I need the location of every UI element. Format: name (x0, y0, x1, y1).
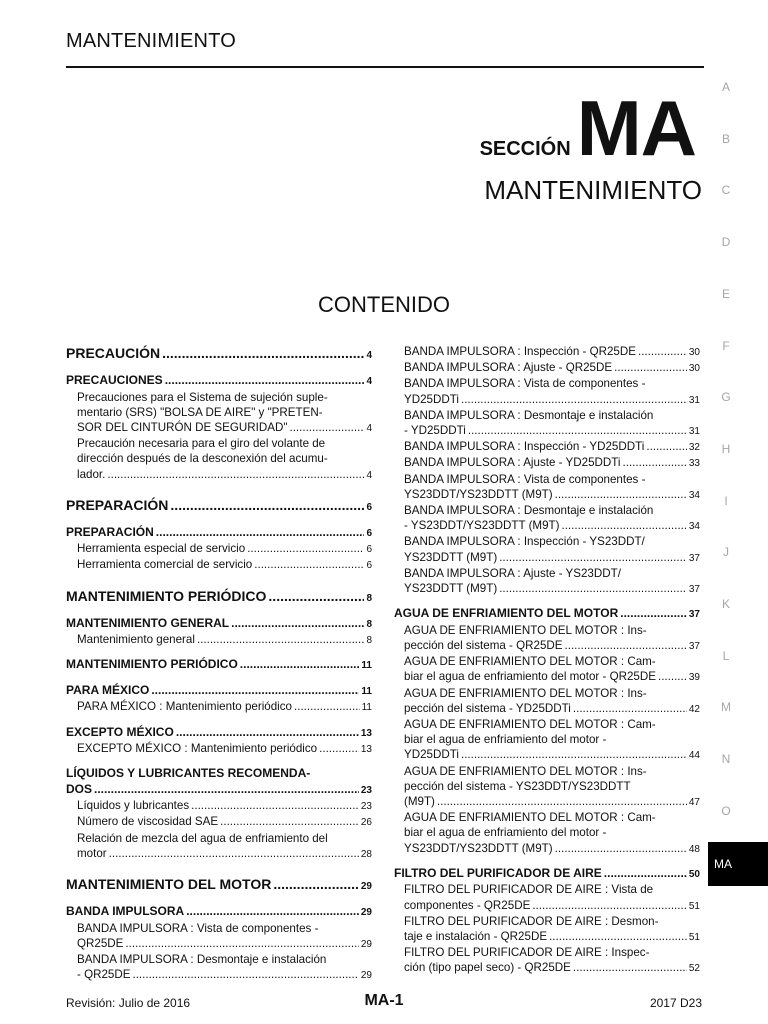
dot-leader (247, 541, 364, 556)
toc-entry-page: 34 (688, 489, 700, 501)
toc-entry-page: 8 (366, 592, 372, 604)
toc-entry-page: 33 (688, 458, 700, 470)
section-tab-m[interactable]: M (721, 700, 731, 715)
toc-entry[interactable] (66, 814, 372, 830)
dot-leader (125, 936, 358, 951)
toc-entry-text: DOS (66, 781, 93, 796)
toc-entry[interactable] (394, 914, 700, 945)
toc-entry[interactable] (394, 408, 700, 439)
section-tab-o[interactable]: O (721, 803, 731, 818)
toc-entry-page: 31 (688, 394, 700, 406)
toc-entry-text: Herramienta comercial de servicio (77, 558, 253, 572)
dot-leader (604, 866, 687, 882)
toc-entry-text: - YD25DDTi (404, 424, 466, 438)
dot-leader (151, 683, 359, 699)
section-tab-k[interactable]: K (721, 597, 730, 611)
toc-entry-page: 37 (688, 552, 700, 564)
dot-leader (289, 420, 364, 435)
toc-entry-text: YD25DDTi (404, 392, 459, 406)
toc-entry-text: YD25DDTi (404, 748, 459, 762)
dot-leader (162, 344, 364, 362)
toc-entry-text: PREPARACIÓN (66, 524, 154, 539)
toc-entry[interactable] (394, 344, 700, 360)
dot-leader (132, 967, 358, 982)
toc-entry[interactable] (66, 587, 372, 608)
dot-leader (109, 846, 359, 861)
toc-entry-text: SOR DEL CINTURÓN DE SEGURIDAD" (77, 420, 288, 434)
dot-leader (468, 423, 687, 438)
toc-entry-page: 6 (366, 501, 372, 513)
toc-entry-text: AGUA DE ENFRIAMIENTO DEL MOTOR : Cam- (404, 811, 656, 825)
toc-entry-text: BANDA IMPULSORA : Desmontaje e instalación (404, 504, 654, 518)
toc-entry-page: 28 (360, 848, 372, 860)
dot-leader (220, 814, 359, 829)
toc-entry[interactable] (66, 741, 372, 757)
toc-entry-text: BANDA IMPULSORA : Desmontaje e instalación (77, 952, 327, 966)
toc-entry[interactable] (394, 686, 700, 717)
toc-entry-text: ción (tipo papel seco) - QR25DE (404, 961, 571, 975)
toc-entry-text: motor (77, 846, 107, 860)
toc-entry[interactable] (66, 525, 372, 542)
toc-entry[interactable] (394, 764, 700, 811)
toc-entry[interactable] (394, 606, 700, 623)
toc-entry-text: BANDA IMPULSORA : Ajuste - YS23DDT/ (404, 566, 621, 580)
toc-entry-text: YS23DDT/YS23DDTT (M9T) (404, 841, 553, 855)
section-tab-c[interactable]: C (721, 183, 731, 198)
section-name: MANTENIMIENTO (484, 175, 702, 205)
toc-entry-text: BANDA IMPULSORA : Desmontaje e instalación (404, 408, 654, 422)
toc-entry[interactable] (394, 717, 700, 764)
footer-revision: Revisión: Julio de 2016 (66, 996, 191, 1010)
toc-entry-text: pección del sistema - YD25DDTi (404, 701, 571, 715)
toc-entry-text: EXCEPTO MÉXICO : Mantenimiento periódico (77, 742, 318, 756)
section-tab-f[interactable]: F (722, 338, 730, 353)
toc-entry[interactable] (394, 810, 700, 857)
toc-entry[interactable] (66, 436, 372, 483)
toc-entry-text: AGUA DE ENFRIAMIENTO DEL MOTOR (394, 606, 619, 621)
toc-entry-page: 4 (366, 350, 372, 361)
section-heading (480, 86, 696, 170)
toc-entry-text: BANDA IMPULSORA : Inspección - YD25DDTi (404, 440, 645, 454)
toc-entry-page: 34 (688, 521, 700, 533)
dot-leader (461, 747, 687, 762)
toc-entry[interactable] (66, 766, 372, 798)
toc-entry-page: 8 (366, 618, 372, 630)
dot-leader (176, 725, 359, 741)
section-tab-e[interactable]: E (721, 286, 730, 301)
footer-page-label: MA-1 (364, 992, 404, 1009)
dot-leader (319, 741, 359, 756)
toc-entry[interactable] (66, 921, 372, 952)
toc-entry-text: Precauciones para el Sistema de sujeción suple- (77, 390, 328, 404)
toc-entry[interactable] (66, 344, 372, 365)
toc-entry-text: biar el agua de enfriamiento del motor - (404, 733, 607, 747)
toc-entry[interactable] (394, 439, 700, 455)
toc-entry[interactable] (66, 904, 372, 921)
toc-entry-text: biar el agua de enfriamiento del motor - (404, 826, 607, 840)
toc-entry[interactable] (66, 541, 372, 557)
toc-entry-page: 6 (366, 527, 372, 539)
dot-leader (623, 455, 687, 470)
toc-entry-text: AGUA DE ENFRIAMIENTO DEL MOTOR : Ins- (404, 764, 647, 778)
dot-leader (231, 616, 364, 632)
toc-entry[interactable] (394, 472, 700, 503)
toc-entry-text: AGUA DE ENFRIAMIENTO DEL MOTOR : Ins- (404, 686, 647, 700)
toc-entry-text: BANDA IMPULSORA : Vista de componentes - (404, 472, 646, 486)
toc-entry-text: MANTENIMIENTO GENERAL (66, 615, 230, 630)
dot-leader (170, 496, 364, 514)
toc-entry-text: lador. (77, 467, 106, 481)
toc-entry-text: Mantenimiento general (77, 633, 195, 647)
toc-entry-text: - QR25DE (77, 968, 131, 982)
toc-entry-page: 11 (361, 685, 372, 697)
toc-entry-text: BANDA IMPULSORA : Vista de componentes - (404, 377, 646, 391)
toc-column-right (394, 344, 700, 977)
dot-leader (658, 669, 687, 684)
toc-entry-text: FILTRO DEL PURIFICADOR DE AIRE : Vista de (404, 883, 654, 897)
toc-entry-text: componentes - QR25DE (404, 898, 531, 912)
dot-leader (186, 904, 359, 920)
toc-entry[interactable] (66, 390, 372, 437)
toc-entry-page: 29 (360, 881, 372, 893)
toc-entry-text: FILTRO DEL PURIFICADOR DE AIRE : Desmon- (404, 914, 659, 928)
dot-leader (273, 875, 359, 893)
dot-leader (646, 439, 687, 454)
dot-leader (156, 525, 365, 541)
toc-entry-page: 29 (360, 970, 372, 982)
toc-entry-page: 23 (360, 801, 372, 813)
toc-entry-text: QR25DE (77, 936, 124, 950)
dot-leader (561, 518, 686, 533)
dot-leader (555, 487, 687, 502)
toc-entry[interactable] (66, 798, 372, 814)
toc-entry-text: MANTENIMIENTO PERIÓDICO (66, 587, 267, 604)
toc-entry-text: pección del sistema - QR25DE (404, 638, 563, 652)
section-tab-l[interactable]: L (722, 648, 730, 663)
section-tab-i[interactable]: I (724, 493, 728, 508)
toc-entry-page: 51 (688, 900, 700, 912)
toc-entry-page: 44 (688, 750, 700, 762)
dot-leader (165, 373, 365, 389)
toc-entry-text: Herramienta especial de servicio (77, 542, 246, 556)
toc-entry-text: BANDA IMPULSORA (66, 904, 185, 919)
dot-leader (254, 557, 364, 572)
toc-entry-text: MANTENIMIENTO PERIÓDICO (66, 657, 238, 672)
toc-entry-text: - YS23DDT/YS23DDTT (M9T) (404, 519, 560, 533)
toc-entry-text: AGUA DE ENFRIAMIENTO DEL MOTOR : Cam- (404, 717, 656, 731)
toc-entry-text: Precaución necesaria para el giro del volante de (77, 437, 326, 451)
toc-entry-text: YS23DDT/YS23DDTT (M9T) (404, 487, 553, 501)
dot-leader (461, 392, 687, 407)
toc-entry-text: EXCEPTO MÉXICO (66, 724, 174, 739)
dot-leader (499, 581, 687, 596)
toc-entry[interactable] (394, 455, 700, 471)
toc-entry-page: 31 (688, 426, 700, 438)
toc-entry[interactable] (394, 534, 700, 565)
toc-entry-text: (M9T) (404, 794, 435, 808)
toc-entry[interactable] (66, 875, 372, 896)
toc-entry-page: 47 (688, 796, 700, 808)
toc-entry-page: 23 (360, 784, 372, 796)
toc-entry[interactable] (394, 566, 700, 597)
header-divider (66, 66, 704, 68)
toc-column-left (66, 344, 372, 983)
toc-entry-page: 11 (361, 660, 372, 672)
toc-entry-page: 37 (688, 640, 700, 652)
toc-entry-page: 26 (360, 817, 372, 829)
toc-entry-page: 42 (688, 703, 700, 715)
toc-entry[interactable] (394, 503, 700, 534)
section-code: MA (576, 84, 696, 172)
toc-entry-page: 6 (366, 544, 372, 556)
toc-entry-text: FILTRO DEL PURIFICADOR DE AIRE (394, 865, 602, 880)
toc-entry-text: BANDA IMPULSORA : Ajuste - YD25DDTi (404, 456, 621, 470)
toc-entry-text: BANDA IMPULSORA : Inspección - QR25DE (404, 345, 636, 358)
section-tab-a[interactable]: A (721, 80, 730, 94)
dot-leader (573, 701, 687, 716)
toc-entry[interactable] (394, 882, 700, 913)
toc-entry-page: 6 (366, 560, 372, 572)
toc-entry-page: 51 (688, 931, 700, 943)
toc-entry-text: BANDA IMPULSORA : Ajuste - QR25DE (404, 361, 613, 375)
toc-entry-text: PRECAUCIONES (66, 373, 163, 387)
toc-entry-text: YS23DDTT (M9T) (404, 550, 498, 564)
toc-entry-page: 13 (360, 727, 372, 739)
toc-entry-page: 52 (688, 963, 700, 975)
toc-entry[interactable] (66, 373, 372, 390)
toc-entry-text: pección del sistema - YS23DDT/YS23DDTT (404, 779, 631, 793)
toc-entry-page: 30 (688, 363, 700, 375)
toc-entry[interactable] (66, 616, 372, 633)
dot-leader (94, 782, 359, 798)
section-tab-b[interactable]: B (721, 131, 730, 146)
section-tab-j[interactable]: J (723, 545, 729, 560)
toc-entry-page: 13 (360, 744, 372, 756)
toc-entry-page: 29 (360, 938, 372, 950)
toc-entry[interactable] (66, 496, 372, 517)
toc-entry-page: 11 (361, 702, 372, 714)
dot-leader (294, 699, 360, 714)
footer-model: 2017 D23 (649, 996, 702, 1010)
section-tab-d[interactable]: D (721, 235, 731, 250)
toc-entry-text: FILTRO DEL PURIFICADOR DE AIRE : Inspec- (404, 946, 650, 960)
toc-entry-page: 39 (688, 672, 700, 684)
toc-entry[interactable] (66, 725, 372, 742)
toc-title: CONTENIDO (318, 292, 450, 317)
toc-entry-text: LÍQUIDOS Y LUBRICANTES RECOMENDA- (66, 766, 311, 781)
dot-leader (555, 841, 687, 856)
header-title: MANTENIMIENTO (66, 30, 237, 52)
toc-entry-text: YS23DDTT (M9T) (404, 582, 498, 596)
toc-entry[interactable] (66, 831, 372, 862)
toc-entry-page: 29 (360, 907, 372, 919)
dot-leader (614, 360, 687, 375)
toc-entry-text: mentario (SRS) "BOLSA DE AIRE" y "PRETEN- (77, 405, 323, 419)
dot-leader (638, 344, 687, 359)
toc-entry[interactable] (66, 557, 372, 573)
section-tab-g[interactable]: G (721, 390, 731, 405)
section-tab-active[interactable]: MA (708, 842, 768, 886)
toc-entry[interactable] (66, 952, 372, 983)
toc-entry-page: 4 (366, 376, 372, 387)
toc-entry-text: taje e instalación - QR25DE (404, 929, 548, 943)
toc-entry[interactable] (394, 376, 700, 407)
toc-entry-text: Líquidos y lubricantes (77, 799, 190, 813)
section-tab-h[interactable]: H (721, 441, 731, 456)
dot-leader (573, 960, 687, 975)
toc-entry-page: 32 (688, 442, 700, 454)
toc-entry-text: AGUA DE ENFRIAMIENTO DEL MOTOR : Ins- (404, 623, 647, 637)
toc-entry-page: 37 (688, 609, 700, 621)
section-word: SECCIÓN (479, 138, 571, 160)
toc-entry[interactable] (394, 866, 700, 883)
dot-leader (565, 638, 687, 653)
toc-entry[interactable] (66, 683, 372, 700)
dot-leader (107, 467, 364, 482)
toc-entry-page: 30 (688, 347, 700, 358)
toc-entry-page: 48 (688, 843, 700, 855)
toc-entry-text: MANTENIMIENTO DEL MOTOR (66, 876, 272, 893)
toc-entry-text: biar el agua de enfriamiento del motor - QR25DE (404, 670, 656, 684)
toc-entry-text: Relación de mezcla del agua de enfriamiento del (77, 831, 328, 845)
toc-entry[interactable] (394, 623, 700, 654)
toc-entry-text: dirección después de la desconexión del acumu- (77, 452, 328, 466)
toc-entry-text: PARA MÉXICO (66, 682, 150, 697)
toc-entry[interactable] (394, 360, 700, 376)
dot-leader (499, 550, 687, 565)
toc-entry-text: Número de viscosidad SAE (77, 815, 219, 829)
toc-entry[interactable] (394, 654, 700, 685)
dot-leader (549, 929, 687, 944)
toc-entry-text: PREPARACIÓN (66, 496, 169, 513)
dot-leader (532, 898, 687, 913)
dot-leader (191, 798, 359, 813)
dot-leader (620, 606, 687, 622)
toc-entry-page: 50 (688, 868, 700, 880)
toc-entry-text: BANDA IMPULSORA : Vista de componentes - (77, 921, 319, 935)
toc-entry-page: 4 (366, 422, 372, 434)
toc-entry-text: PARA MÉXICO : Mantenimiento periódico (77, 700, 293, 714)
toc-entry[interactable] (394, 945, 700, 976)
dot-leader (437, 794, 687, 809)
toc-entry-page: 4 (366, 469, 372, 481)
toc-entry-page: 37 (688, 584, 700, 596)
toc-entry-page: 8 (366, 635, 372, 647)
toc-entry[interactable] (66, 699, 372, 715)
toc-entry[interactable] (66, 657, 372, 674)
dot-leader (240, 657, 360, 673)
toc-entry-text: BANDA IMPULSORA : Inspección - YS23DDT/ (404, 535, 645, 549)
section-tab-n[interactable]: N (721, 752, 731, 767)
dot-leader (268, 587, 364, 605)
toc-entry-text: PRECAUCIÓN (66, 345, 161, 361)
dot-leader (197, 632, 364, 647)
toc-entry-text: AGUA DE ENFRIAMIENTO DEL MOTOR : Cam- (404, 655, 656, 669)
toc-entry[interactable] (66, 632, 372, 648)
